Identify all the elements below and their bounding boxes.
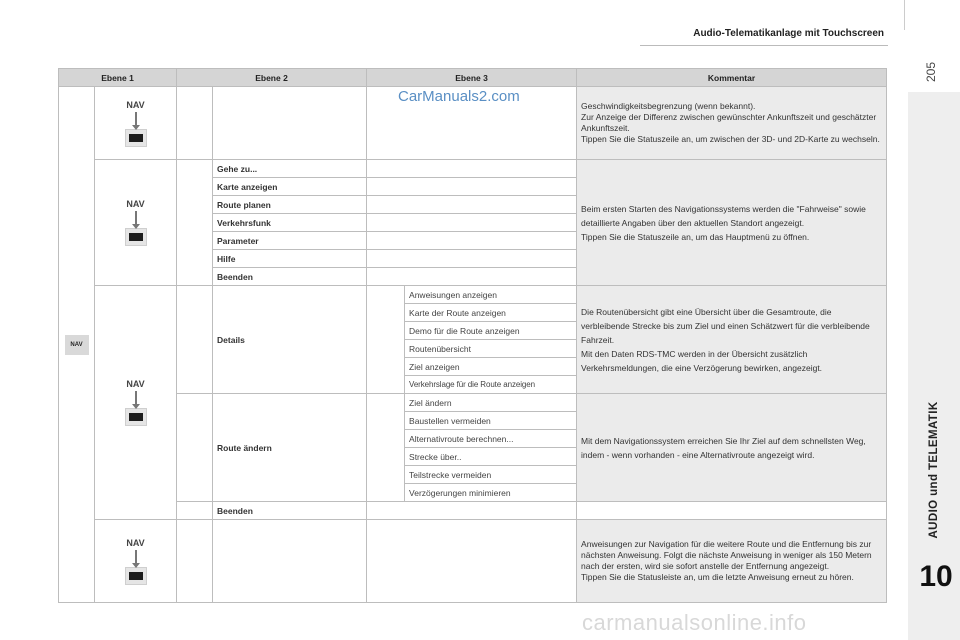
details-item: Routenübersicht — [405, 340, 577, 358]
route-change-label: Route ändern — [213, 394, 367, 502]
nav-button-icon — [125, 100, 147, 147]
arrow-down-icon — [135, 112, 137, 126]
details-item: Anweisungen anzeigen — [405, 286, 577, 304]
side-tab — [908, 92, 960, 640]
details-item: Ziel anzeigen — [405, 358, 577, 376]
details-label: Details — [213, 286, 367, 394]
nav-button-icon — [125, 538, 147, 585]
screen-icon — [125, 567, 147, 585]
nav-badge-icon: NAV — [65, 335, 89, 355]
side-rule — [904, 0, 905, 30]
page-number: 205 — [924, 61, 938, 83]
nav-label: NAV — [126, 537, 145, 548]
header-ebene-2: Ebene 2 — [177, 69, 367, 87]
screen-icon — [125, 408, 147, 426]
comment-details: Die Routenübersicht gibt eine Übersicht über die Gesamtroute, die verbleibende Strecke bis zum Ziel und einen Schätzwert für die verbleibende Fahrzeit. Mit den Daten RDS-TMC werden in der Übersicht zusätzlich Verkehrsmeldungen, die eine Verzögerung bewirken, angezeigt. — [577, 286, 887, 394]
nav-label: NAV — [126, 199, 145, 209]
nav-label: NAV — [126, 379, 145, 389]
nav-icon-cell — [95, 160, 177, 286]
menu-item-show-map: Karte anzeigen — [213, 178, 367, 196]
route-change-item: Verzögerungen minimieren — [405, 484, 577, 502]
nav-icon-cell — [95, 520, 177, 603]
menu-item-help: Hilfe — [213, 250, 367, 268]
comment-route-change: Mit dem Navigationssystem erreichen Sie Ihr Ziel auf dem schnellsten Weg, indem - wenn vorhanden - eine Alternativroute angezeigt wird. — [577, 394, 887, 502]
level1-cell — [59, 87, 95, 603]
menu-item-exit: Beenden — [213, 268, 367, 286]
details-item: Demo für die Route anzeigen — [405, 322, 577, 340]
nav-button-icon — [125, 199, 147, 246]
route-change-item: Baustellen vermeiden — [405, 412, 577, 430]
exit-label: Beenden — [213, 502, 367, 520]
route-change-item: Teilstrecke vermeiden — [405, 466, 577, 484]
arrow-down-icon — [135, 550, 137, 564]
screen-icon — [125, 228, 147, 246]
details-item: Verkehrslage für die Route anzeigen — [405, 376, 577, 394]
comment-main-menu: Beim ersten Starten des Navigationssystems werden die "Fahrweise" sowie detaillierte Angaben über den aktuellen Standort angezeigt. Tippen Sie die Statuszeile an, um das Hauptmenü zu öffnen. — [577, 160, 887, 286]
route-change-item: Alternativroute berechnen... — [405, 430, 577, 448]
header-rule — [640, 45, 888, 46]
navigation-menu-table — [58, 68, 887, 603]
side-tab-label: AUDIO und TELEMATIK — [928, 401, 940, 539]
menu-item-goto: Gehe zu... — [213, 160, 367, 178]
nav-label: NAV — [126, 99, 145, 110]
route-change-item: Strecke über.. — [405, 448, 577, 466]
header-ebene-3: Ebene 3 — [367, 69, 577, 87]
watermark-bottom: carmanualsonline.info — [582, 610, 807, 635]
comment-status: Geschwindigkeitsbegrenzung (wenn bekannt). Zur Anzeige der Differenz zwischen gewünschter Ankunftszeit und geschätzter Ankunftszeit. Tippen Sie die Statuszeile an, um zwischen der 3D- und 2D-Karte zu wechseln. — [577, 87, 887, 160]
screen-icon — [125, 129, 147, 147]
arrow-down-icon — [135, 211, 137, 225]
page-header: Audio-Telematikanlage mit Touchscreen — [693, 28, 884, 39]
nav-button-icon — [125, 379, 147, 426]
header-ebene-1: Ebene 1 — [59, 69, 177, 87]
menu-item-plan-route: Route planen — [213, 196, 367, 214]
comment-guidance: Anweisungen zur Navigation für die weitere Route und die Entfernung bis zur nächsten Anweisung. Folgt die nächste Anweisung in weniger als 150 Metern nach der ersten, wird sie sofort anstelle der Entfernung angezeigt. Tippen Sie die Statusleiste an, um die letzte Anweisung erneut zu hören. — [577, 520, 887, 603]
watermark-top: CarManuals2.com — [398, 88, 520, 105]
nav-icon-cell — [95, 87, 177, 160]
menu-item-parameters: Parameter — [213, 232, 367, 250]
route-change-item: Ziel ändern — [405, 394, 577, 412]
nav-icon-cell — [95, 286, 177, 520]
header-kommentar: Kommentar — [577, 69, 887, 87]
chapter-number: 10 — [919, 560, 953, 593]
arrow-down-icon — [135, 391, 137, 405]
details-item: Karte der Route anzeigen — [405, 304, 577, 322]
menu-item-traffic: Verkehrsfunk — [213, 214, 367, 232]
